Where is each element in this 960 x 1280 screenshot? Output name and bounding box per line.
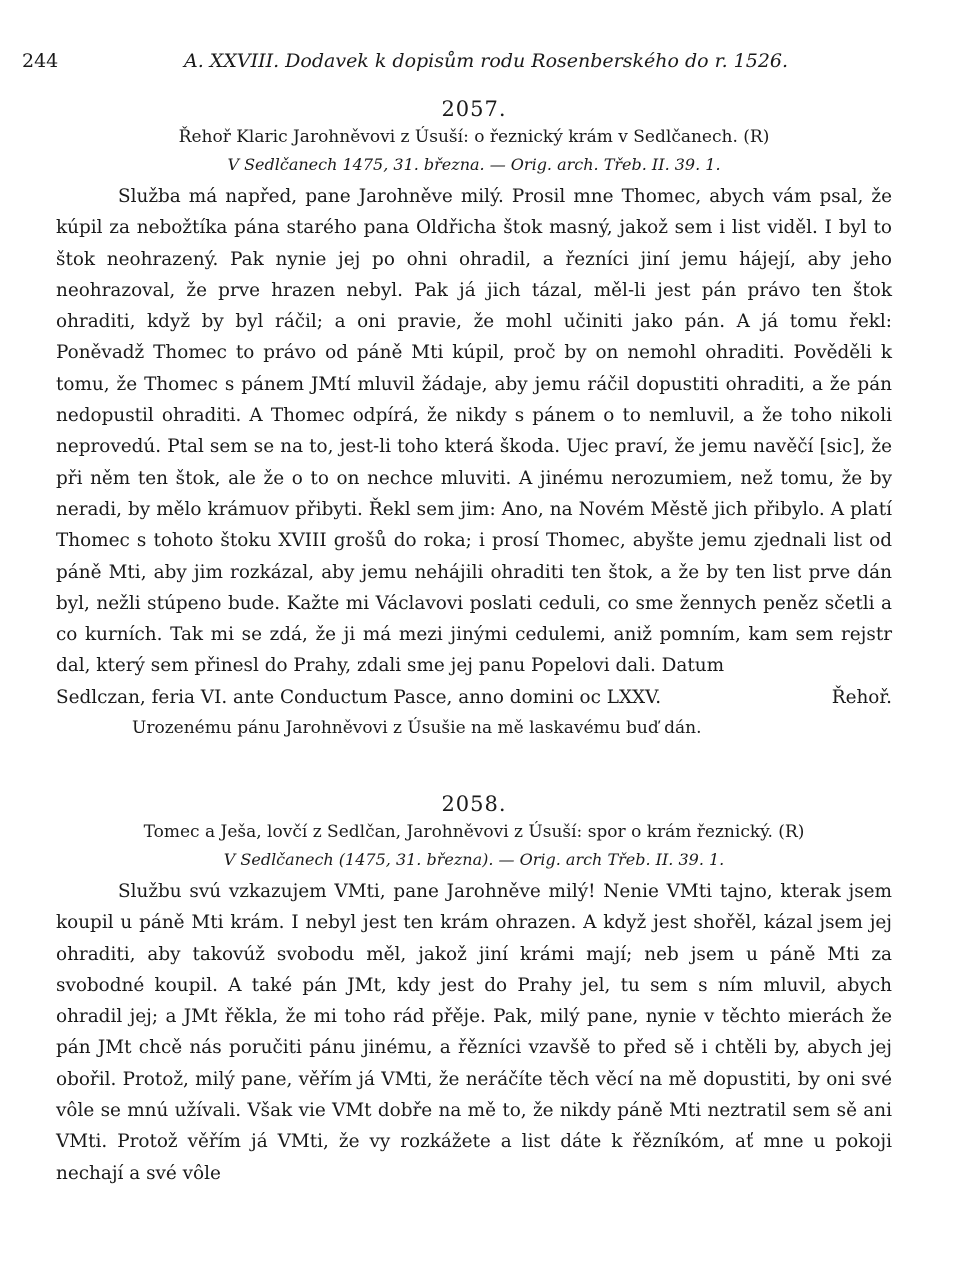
running-title: A. XXVIII. Dodavek k dopisům rodu Rosenberského do r. 1526. [184,50,789,72]
document-source: V Sedlčanech (1475, 31. března). — Orig. arch Třeb. II. 39. 1. [223,850,725,869]
page-number: 244 [22,50,59,72]
document-body: Služba má napřed, pane Jarohněve milý. Prosil mne Thomec, abych vám psal, že kúpil za nebožtíka pána starého pana Oldřicha štok masný, jakož sem i list viděl. I byl to štok neohrazený. Pak nynie jej po ohni ohradil, a řezníci jiní jemu hájejí, aby jeho neohrazoval, že prve hrazen nebyl. Pak já jich tázal, měl-li jest pán právo ten štok ohraditi, když by byl ráčil; a oni pravie, že mohl učiniti jako pán. A já tomu řekl: Poněvadž Thomec to právo od páně Mti kúpil, proč by on nemohl ohraditi. Pověděli k tomu, že Thomec s pánem JMtí mluvil žádaje, aby jemu ráčil dopustiti ohraditi, a že pán nedopustil ohraditi. A Thomec odpírá, že nikdy s pánem o to nemluvil, a že toho nikoli neprovedú. Ptal sem se na to, jest-li toho která škoda. Ujec praví, že jemu navěčí [sic], že při něm ten štok, ale že o to on nechce mluviti. A jinému nerozumiem, než tomu, že by neradi, by mělo krámuov přibyti. Řekl sem jim: Ano, na Novém Městě jich přibylo. A platí Thomec s tohoto štoku XVIII grošů do roka; i prosí Thomec, abyšte jemu zjednali list od páně Mti, aby jim rozkázal, aby jemu nehájili ohraditi ten štok, a že by ten list prve dán byl, nežli stúpeno bude. Kažte mi Václavovi poslati ceduli, co sme žennych peněz sčetli a co kurních. Tak mi se zdá, že ji má mezi jinými cedulemi, aniž pomním, kam sem rejstr dal, který sem přinesl do Prahy, zdali sme jej panu Popelovi dali. Datum [56,186,892,677]
signature: Řehoř. [831,686,892,708]
document-number: 2058. [441,792,507,816]
dating-clause: Sedlczan, feria VI. ante Conductum Pasce, anno domini oc LXXV. [56,686,662,708]
document-2058 [56,790,892,1189]
document-2057 [56,95,892,743]
document-number: 2057. [441,97,507,121]
document-body: Službu svú vzkazujem VMti, pane Jarohněve milý! Nenie VMti tajno, kterak jsem koupil u páně Mti krám. I nebyl jest ten krám ohrazen. A když jest shořěl, kázal jsem jej ohraditi, aby takovúž svobodu měl, jakož jiní krámi mají; neb jsem u páně Mti za svobodné koupil. A také pán JMt, kdy jest do Prahy jel, tu sem s ním mluvil, abych ohradil jej; a JMt řěkla, že mi toho rád přěje. Pak, milý pane, nynie v těchto mierách že pán JMt chcě nás poručiti pánu jinému, a řězníci vzavšě to před sě i chtěli by, abych jej obořil. Protož, milý pane, věřím já VMti, že neráčíte těch věcí na mě dopustiti, by oni své vôle se mnú užívali. Však vie VMt dobře na mě to, že nikdy páně Mti neztratil sem sě ani VMti. Protož věřím já VMti, že vy rozkážete a list dáte k řězníkóm, ať mne u pokoji nechají a své vôle [56,881,892,1184]
address-line: Urozenému pánu Jarohněvovi z Úsušie na mě laskavému buď dán. [132,718,702,739]
closing-line [56,682,892,713]
document-source: V Sedlčanech 1475, 31. března. — Orig. arch. Třeb. II. 39. 1. [227,155,721,174]
document-title: Řehoř Klaric Jarohněvovi z Úsuší: o řeznický krám v Sedlčanech. (R) [178,127,770,147]
document-title: Tomec a Ješa, lovčí z Sedlčan, Jarohněvovi z Úsuší: spor o krám řeznický. (R) [143,822,805,842]
running-head [22,50,904,78]
